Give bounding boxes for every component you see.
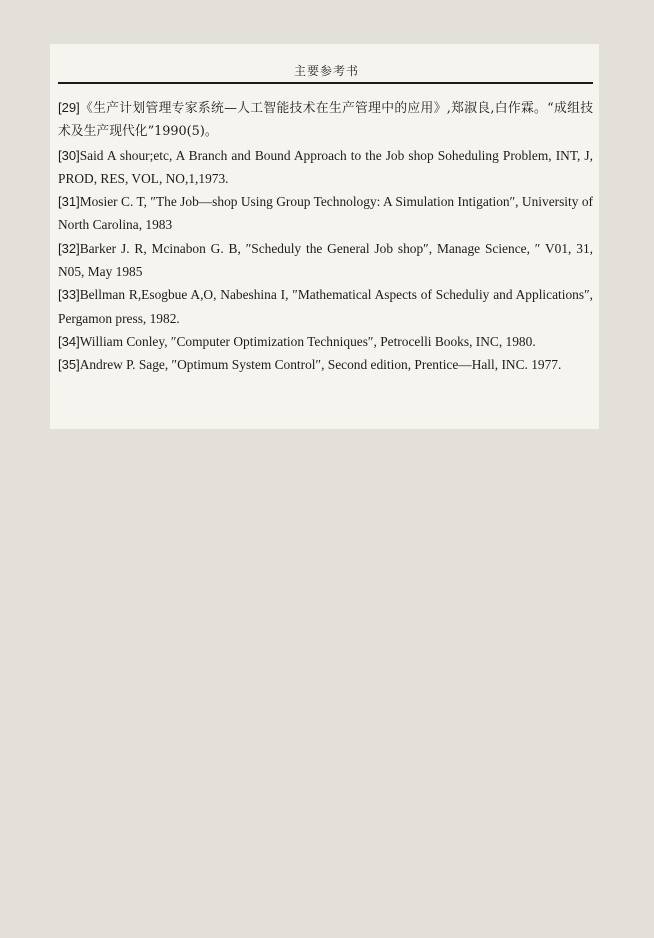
reference-item-35: [58, 353, 593, 376]
reference-text: William Conley, ″Computer Optimization Techniques″, Petrocelli Books, INC, 1980.: [79, 333, 536, 349]
reference-item-29: [58, 96, 593, 144]
reference-number: [31]: [58, 194, 80, 210]
reference-text: Mosier C. T, ″The Job—shop Using Group Technology: A Simulation Intigation″, University of North Carolina, 1983: [58, 194, 593, 233]
header-rule: [58, 82, 593, 84]
reference-list: [58, 96, 593, 377]
reference-number: [29]: [58, 100, 80, 115]
reference-item-33: [58, 283, 593, 330]
reference-text: Barker J. R, Mcinabon G. B, ″Scheduly the General Job shop″, Manage Science, ″ V01, 31, N05, May 1985: [58, 240, 593, 280]
reference-text: Andrew P. Sage, ″Optimum System Control″, Second edition, Prentice—Hall, INC. 1977.: [79, 357, 562, 373]
running-header: 主要参考书: [293, 64, 359, 78]
reference-text: 《生产计划管理专家系统—人工智能技术在生产管理中的应用》,郑淑良,白作霖。“成组技术及生产现代化”1990(5)。: [58, 101, 593, 140]
reference-text: Said A shour;etc, A Branch and Bound Approach to the Job shop Soheduling Problem, INT, J, PROD, RES, VOL, NO,1,1973.: [58, 147, 593, 186]
reference-number: [32]: [58, 240, 80, 256]
reference-number: [35]: [58, 357, 80, 373]
reference-number: [33]: [58, 287, 80, 303]
reference-text: Bellman R,Esogbue A,O, Nabeshina I, ″Mathematical Aspects of Scheduliy and Applications″, Pergamon press, 1982.: [58, 287, 593, 326]
reference-item-34: [58, 330, 593, 353]
reference-item-32: [58, 237, 593, 284]
reference-item-31: [58, 190, 593, 237]
reference-item-30: [58, 144, 593, 191]
reference-number: [30]: [58, 147, 80, 163]
reference-number: [34]: [58, 333, 80, 349]
